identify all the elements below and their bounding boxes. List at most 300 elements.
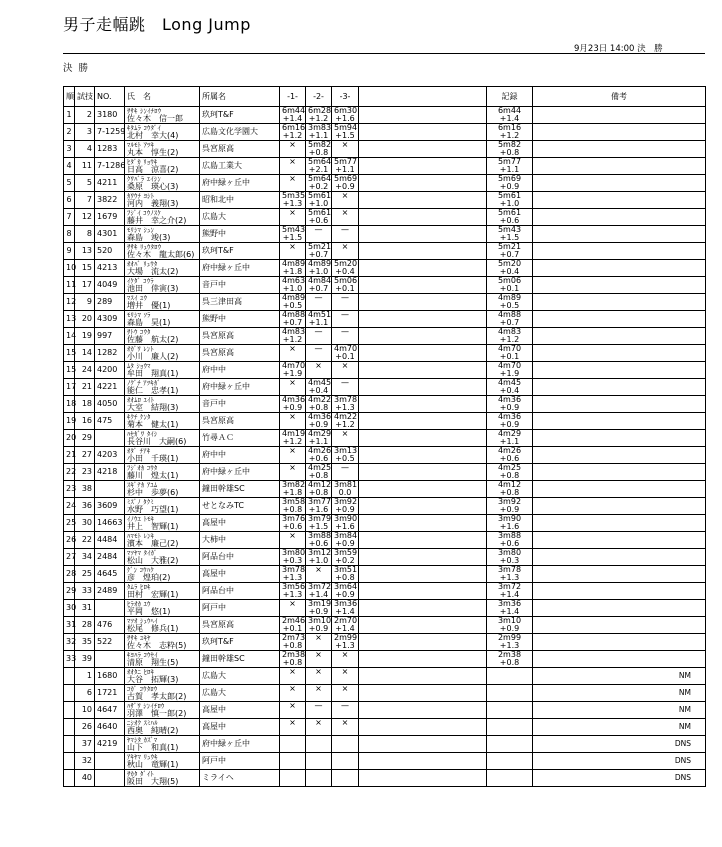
athlete-name: 佐々木 志粋(5) [125, 642, 200, 651]
athlete-kana: ｻｻｷ ﾕｷﾔ [125, 634, 200, 643]
bib-cell: 475 [95, 413, 125, 430]
attempt-1-mark: × [280, 685, 306, 694]
spacer-cell [359, 311, 487, 328]
attempt-1-wind: +0.5 [280, 302, 306, 311]
remarks-cell [533, 226, 706, 243]
record-mark: 5m06 [487, 277, 533, 286]
attempt-2-wind: +1.0 [306, 200, 332, 209]
attempt-2-mark: 4m51 [306, 311, 332, 320]
remarks-cell [533, 515, 706, 532]
attempt-2-wind: +0.6 [306, 217, 332, 226]
attempt-3-wind: +1.2 [332, 421, 359, 430]
attempt-1-mark: × [280, 702, 306, 711]
attempt-3-mark: 3m90 [332, 515, 359, 524]
attempt-1-mark: 4m19 [280, 430, 306, 439]
spacer-cell [359, 362, 487, 379]
team-cell: せとなみTC [200, 498, 280, 515]
attempt-2-mark [306, 736, 332, 745]
team-cell: 玖珂T&F [200, 243, 280, 260]
order-cell: 25 [75, 566, 95, 583]
attempt-3-mark: — [332, 311, 359, 320]
team-cell: 昭和北中 [200, 192, 280, 209]
record-wind [487, 761, 533, 770]
attempt-3-wind [332, 761, 359, 770]
record-wind: +1.2 [487, 132, 533, 141]
order-cell: 32 [75, 753, 95, 770]
attempt-3-mark: 5m69 [332, 175, 359, 184]
record-wind: +0.6 [487, 540, 533, 549]
rank-cell: 26 [64, 532, 75, 549]
rank-cell: 9 [64, 243, 75, 260]
athlete-name: 北村 幸大(4) [125, 132, 200, 141]
attempt-1-mark: 4m89 [280, 294, 306, 303]
attempt-3-wind: +0.8 [332, 574, 359, 583]
attempt-3-wind: +1.6 [332, 115, 359, 124]
team-cell: 府中緑ヶ丘中 [200, 379, 280, 396]
attempt-1-mark: × [280, 532, 306, 541]
athlete-name: 小川 廉人(2) [125, 353, 200, 362]
rank-cell: 5 [64, 175, 75, 192]
rank-cell: 27 [64, 549, 75, 566]
attempt-1-mark: 3m82 [280, 481, 306, 490]
bib-cell [95, 770, 125, 787]
record-wind: +0.8 [487, 149, 533, 158]
bib-cell: 522 [95, 634, 125, 651]
attempt-1-wind: +0.3 [280, 557, 306, 566]
team-cell: 広島大 [200, 668, 280, 685]
record-mark [487, 668, 533, 677]
attempt-2-mark: 5m64 [306, 175, 332, 184]
team-cell: 玖珂T&F [200, 634, 280, 651]
spacer-cell [359, 668, 487, 685]
remarks-cell [533, 294, 706, 311]
bib-cell: 4050 [95, 396, 125, 413]
rank-cell: 21 [64, 447, 75, 464]
record-mark: 3m80 [487, 549, 533, 558]
record-wind [487, 778, 533, 787]
record-mark: 3m36 [487, 600, 533, 609]
record-wind: +0.5 [487, 302, 533, 311]
attempt-2-wind: +0.2 [306, 183, 332, 192]
attempt-3-mark: — [332, 294, 359, 303]
order-cell: 5 [75, 175, 95, 192]
remarks-cell [533, 396, 706, 413]
attempt-1-mark: 5m35 [280, 192, 306, 201]
event-meta: 9月23日 14:00 決 勝 [574, 44, 663, 54]
athlete-kana: ｵﾀﾞ ﾁｱｷ [125, 447, 200, 456]
attempt-2-mark: — [306, 328, 332, 337]
rank-cell [64, 719, 75, 736]
athlete-kana: ﾆｼｵｸ ｽﾐﾊﾙ [125, 719, 200, 728]
record-mark: 4m83 [487, 328, 533, 337]
attempt-1-wind: +0.9 [280, 404, 306, 413]
attempt-1-wind: +1.8 [280, 268, 306, 277]
bib-cell: 2484 [95, 549, 125, 566]
attempt-1-wind: +1.3 [280, 200, 306, 209]
attempt-2-mark: 4m12 [306, 481, 332, 490]
record-wind: +0.8 [487, 659, 533, 668]
record-wind: +0.6 [487, 217, 533, 226]
attempt-1-wind: +1.3 [280, 574, 306, 583]
attempt-1-wind: +1.0 [280, 285, 306, 294]
attempt-3-wind: +0.9 [332, 591, 359, 600]
order-cell: 18 [75, 396, 95, 413]
bib-cell: 1679 [95, 209, 125, 226]
remarks-cell [533, 583, 706, 600]
bib-cell [95, 600, 125, 617]
remarks-cell [533, 243, 706, 260]
order-cell: 28 [75, 617, 95, 634]
record-wind: +1.2 [487, 336, 533, 345]
attempt-3-wind: +0.9 [332, 506, 359, 515]
remarks-cell [533, 311, 706, 328]
order-cell: 31 [75, 600, 95, 617]
record-wind: +0.9 [487, 404, 533, 413]
athlete-kana: ｻｶﾀ ﾀﾞｲﾄ [125, 770, 200, 779]
record-mark [487, 719, 533, 728]
athlete-kana: ﾓﾘｼﾏ ｼｭﾝ [125, 226, 200, 235]
athlete-kana: ｻｻｷ ﾘｭｳﾀﾛｳ [125, 243, 200, 252]
rank-cell: 12 [64, 294, 75, 311]
attempt-2-mark: × [306, 362, 332, 371]
attempt-1-wind: +0.1 [280, 625, 306, 634]
attempt-3-mark: 2m70 [332, 617, 359, 626]
attempt-3-mark: 5m06 [332, 277, 359, 286]
rank-cell: 7 [64, 209, 75, 226]
spacer-cell [359, 158, 487, 175]
attempt-3-mark: 5m94 [332, 124, 359, 133]
order-cell: 1 [75, 668, 95, 685]
attempt-1-wind: +1.9 [280, 370, 306, 379]
athlete-name: 池田 倖寅(3) [125, 285, 200, 294]
team-cell: 音戸中 [200, 396, 280, 413]
spacer-cell [359, 379, 487, 396]
attempt-3-mark: 5m77 [332, 158, 359, 167]
attempt-2-wind: +0.4 [306, 387, 332, 396]
record-mark [487, 770, 533, 779]
record-wind [487, 676, 533, 685]
attempt-1-mark: × [280, 243, 306, 252]
remarks-cell [533, 600, 706, 617]
remarks-cell [533, 532, 706, 549]
attempt-1-wind [280, 778, 306, 787]
attempt-2-mark: 5m21 [306, 243, 332, 252]
record-mark: 4m88 [487, 311, 533, 320]
order-cell: 6 [75, 685, 95, 702]
attempt-3-wind: +0.5 [332, 455, 359, 464]
attempt-3-mark: — [332, 226, 359, 235]
attempt-2-wind: +0.9 [306, 608, 332, 617]
attempt-2-mark: × [306, 634, 332, 643]
team-cell: 高屋中 [200, 566, 280, 583]
athlete-kana: ｽｷﾞﾅｶ ｱﾕﾑ [125, 481, 200, 490]
record-mark: 4m29 [487, 430, 533, 439]
spacer-cell [359, 107, 487, 124]
rank-cell: 19 [64, 413, 75, 430]
rank-cell [64, 770, 75, 787]
attempt-1-wind: +0.8 [280, 659, 306, 668]
attempt-2-mark: 4m29 [306, 430, 332, 439]
order-cell: 36 [75, 498, 95, 515]
remarks-cell [533, 260, 706, 277]
spacer-cell [359, 413, 487, 430]
attempt-2-wind: +0.9 [306, 625, 332, 634]
attempt-2-mark: 4m89 [306, 260, 332, 269]
spacer-cell [359, 124, 487, 141]
team-cell: 玖珂T&F [200, 107, 280, 124]
team-cell: 府中中 [200, 362, 280, 379]
spacer-cell [359, 243, 487, 260]
athlete-kana: ﾋﾀﾞｶ ﾘｮｳｷ [125, 158, 200, 167]
remarks-cell [533, 158, 706, 175]
athlete-kana: ﾊｾｶﾞﾜ ﾀｲｼ [125, 430, 200, 439]
attempt-3-mark: 4m22 [332, 413, 359, 422]
order-cell: 37 [75, 736, 95, 753]
record-mark [487, 736, 533, 745]
header-spacer [359, 87, 487, 107]
spacer-cell [359, 430, 487, 447]
rank-cell: 22 [64, 464, 75, 481]
spacer-cell [359, 566, 487, 583]
bib-cell: 2489 [95, 583, 125, 600]
attempt-1-mark: 3m78 [280, 566, 306, 575]
bib-cell: 520 [95, 243, 125, 260]
attempt-2-wind: +1.0 [306, 557, 332, 566]
team-cell: 音戸中 [200, 277, 280, 294]
attempt-2-mark: × [306, 719, 332, 728]
attempt-3-wind: +1.5 [332, 132, 359, 141]
bib-cell: 476 [95, 617, 125, 634]
athlete-kana: ﾉｸﾞﾁ ｱﾂｷｶﾞ [125, 379, 200, 388]
athlete-kana: ﾑﾀ ｼｮｳﾏ [125, 362, 200, 371]
bib-cell: 1721 [95, 685, 125, 702]
athlete-kana: ﾊｻﾞﾜ ｼﾝｲﾁﾛｳ [125, 702, 200, 711]
team-cell: 熊野中 [200, 311, 280, 328]
attempt-3-mark: × [332, 243, 359, 252]
athlete-kana: ﾓﾘｼﾏ ｿﾗ [125, 311, 200, 320]
spacer-cell [359, 396, 487, 413]
order-cell: 14 [75, 345, 95, 362]
athlete-kana: ｺｶﾞ ｺｳﾀﾛｳ [125, 685, 200, 694]
athlete-kana: ﾏﾙﾓﾄ ｱﾂｷ [125, 141, 200, 150]
attempt-3-wind: +0.9 [332, 183, 359, 192]
order-cell: 7 [75, 192, 95, 209]
bib-cell: 4647 [95, 702, 125, 719]
spacer-cell [359, 600, 487, 617]
bib-cell: 7-1286 [95, 158, 125, 175]
attempt-2-wind: +1.1 [306, 319, 332, 328]
order-cell: 23 [75, 464, 95, 481]
rank-cell: 23 [64, 481, 75, 498]
athlete-name: 井上 智輝(1) [125, 523, 200, 532]
attempt-3-mark: 5m20 [332, 260, 359, 269]
attempt-1-mark [280, 770, 306, 779]
team-cell: 府中中 [200, 447, 280, 464]
header-attempt-3: -3- [332, 87, 359, 107]
attempt-3-mark: × [332, 141, 359, 150]
attempt-2-mark: × [306, 566, 332, 575]
record-mark: 4m25 [487, 464, 533, 473]
athlete-kana: ｵｵﾑﾛ ﾕｲﾄ [125, 396, 200, 405]
rank-cell: 29 [64, 583, 75, 600]
remarks-cell: NM [533, 668, 706, 685]
athlete-kana: ﾔﾏｼﾀ ｶｽﾞﾏ [125, 736, 200, 745]
record-wind: +1.4 [487, 115, 533, 124]
attempt-2-wind: +1.4 [306, 591, 332, 600]
rank-cell: 31 [64, 617, 75, 634]
athlete-name: 水野 巧望(1) [125, 506, 200, 515]
athlete-name: 河内 義翔(3) [125, 200, 200, 209]
spacer-cell [359, 464, 487, 481]
attempt-3-wind [332, 778, 359, 787]
spacer-cell [359, 685, 487, 702]
attempt-2-wind: +0.8 [306, 149, 332, 158]
record-mark: 4m70 [487, 362, 533, 371]
rank-cell [64, 753, 75, 770]
order-cell: 35 [75, 634, 95, 651]
bib-cell: 289 [95, 294, 125, 311]
attempt-3-mark: — [332, 464, 359, 473]
attempt-3-mark: — [332, 379, 359, 388]
record-wind: +1.4 [487, 608, 533, 617]
order-cell: 38 [75, 481, 95, 498]
record-wind: +1.3 [487, 642, 533, 651]
team-cell: 鐘田幹雄SC [200, 481, 280, 498]
remarks-cell [533, 209, 706, 226]
remarks-cell [533, 549, 706, 566]
attempt-2-wind: +2.1 [306, 166, 332, 175]
record-mark [487, 753, 533, 762]
record-mark: 5m77 [487, 158, 533, 167]
bib-cell: 4213 [95, 260, 125, 277]
record-mark: 5m21 [487, 243, 533, 252]
athlete-name: 増井 優(1) [125, 302, 200, 311]
attempt-2-mark: × [306, 651, 332, 660]
attempt-2-wind: +0.7 [306, 285, 332, 294]
record-mark: 2m38 [487, 651, 533, 660]
attempt-1-mark: × [280, 464, 306, 473]
attempt-3-mark: 3m81 [332, 481, 359, 490]
attempt-2-mark [306, 770, 332, 779]
team-cell: 高屋中 [200, 702, 280, 719]
team-cell: ミライヘ [200, 770, 280, 787]
attempt-3-wind [332, 727, 359, 736]
attempt-1-mark: × [280, 413, 306, 422]
athlete-name: 森島 昊(1) [125, 319, 200, 328]
record-wind: +0.3 [487, 557, 533, 566]
attempt-3-wind: +1.4 [332, 608, 359, 617]
attempt-2-mark: — [306, 345, 332, 354]
attempt-2-wind [306, 744, 332, 753]
attempt-2-wind: +1.6 [306, 506, 332, 515]
attempt-2-wind: +0.8 [306, 404, 332, 413]
attempt-3-mark: 3m36 [332, 600, 359, 609]
athlete-name: 藤川 煌太(1) [125, 472, 200, 481]
athlete-name: 大場 流太(2) [125, 268, 200, 277]
remarks-cell [533, 566, 706, 583]
attempt-2-wind: +0.7 [306, 251, 332, 260]
order-cell: 26 [75, 719, 95, 736]
team-cell: 呉宮原高 [200, 141, 280, 158]
attempt-1-mark: 4m88 [280, 311, 306, 320]
attempt-2-wind: +0.9 [306, 421, 332, 430]
athlete-name: 松山 大雅(2) [125, 557, 200, 566]
rank-cell: 33 [64, 651, 75, 668]
team-cell: 阿戸中 [200, 600, 280, 617]
order-cell: 15 [75, 260, 95, 277]
spacer-cell [359, 447, 487, 464]
attempt-3-mark: 3m78 [332, 396, 359, 405]
rank-cell: 20 [64, 430, 75, 447]
record-wind: +1.4 [487, 591, 533, 600]
spacer-cell [359, 719, 487, 736]
attempt-1-mark: × [280, 600, 306, 609]
record-mark: 3m92 [487, 498, 533, 507]
bib-cell: 14663 [95, 515, 125, 532]
record-mark: 5m20 [487, 260, 533, 269]
bib-cell: 1283 [95, 141, 125, 158]
remarks-cell [533, 124, 706, 141]
record-mark: 3m10 [487, 617, 533, 626]
athlete-name: 杉中 歩夢(6) [125, 489, 200, 498]
athlete-kana: ｻﾄｳ ｺｳﾀ [125, 328, 200, 337]
attempt-2-mark: 3m79 [306, 515, 332, 524]
rank-cell: 1 [64, 107, 75, 124]
record-wind: +1.3 [487, 574, 533, 583]
attempt-3-mark: 3m59 [332, 549, 359, 558]
attempt-2-mark: — [306, 226, 332, 235]
spacer-cell [359, 141, 487, 158]
athlete-name: 松尾 修兵(1) [125, 625, 200, 634]
rank-cell: 6 [64, 192, 75, 209]
team-cell: 広島工業大 [200, 158, 280, 175]
athlete-name: 丸本 惇生(2) [125, 149, 200, 158]
bib-cell: 4219 [95, 736, 125, 753]
attempt-1-wind: +0.8 [280, 642, 306, 651]
rank-cell: 15 [64, 345, 75, 362]
athlete-name: 清原 翔生(5) [125, 659, 200, 668]
attempt-2-mark: 3m83 [306, 124, 332, 133]
attempt-1-mark: 6m16 [280, 124, 306, 133]
record-wind: +1.5 [487, 234, 533, 243]
athlete-kana: ﾐｽﾞﾉ ﾀｸﾐ [125, 498, 200, 507]
rank-cell: 32 [64, 634, 75, 651]
record-wind: +1.6 [487, 523, 533, 532]
spacer-cell [359, 192, 487, 209]
attempt-3-mark: 3m84 [332, 532, 359, 541]
bib-cell: 4200 [95, 362, 125, 379]
attempt-1-mark: 4m36 [280, 396, 306, 405]
order-cell: 34 [75, 549, 95, 566]
remarks-cell [533, 107, 706, 124]
spacer-cell [359, 770, 487, 787]
record-wind [487, 710, 533, 719]
rank-cell: 14 [64, 328, 75, 345]
record-mark: 3m72 [487, 583, 533, 592]
athlete-kana: ｷｸﾁ ｹﾝﾀ [125, 413, 200, 422]
attempt-1-mark: 3m80 [280, 549, 306, 558]
attempt-2-wind: +1.2 [306, 115, 332, 124]
order-cell: 12 [75, 209, 95, 226]
team-cell: 広島大 [200, 209, 280, 226]
record-mark: 5m43 [487, 226, 533, 235]
athlete-kana: ｵｵﾀﾆ ﾋﾛｷ [125, 668, 200, 677]
athlete-kana: ｲﾉｳｴ ﾄﾓｷ [125, 515, 200, 524]
results-table [63, 86, 706, 787]
order-cell: 40 [75, 770, 95, 787]
rank-cell: 25 [64, 515, 75, 532]
attempt-2-wind: +0.8 [306, 489, 332, 498]
